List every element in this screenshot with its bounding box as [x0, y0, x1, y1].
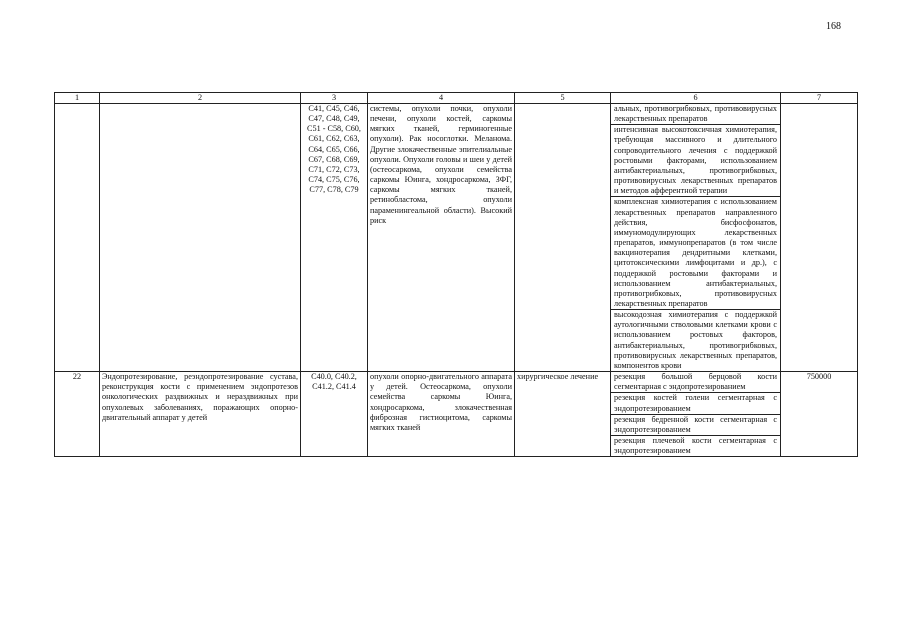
- table-row: [55, 104, 858, 372]
- intervention-name-cell: [100, 104, 301, 372]
- table-row: [55, 372, 858, 457]
- treatment-method-cell: [611, 104, 781, 372]
- intervention-name-cell: Эндопротезирование, реэндопротезирование сустава, реконструкция кости с применением эндопротезов онкологических раздвижных и нераздвижных при опухолевых заболеваниях, поражающих опорно-двигательный аппарат у детей: [100, 372, 301, 457]
- page-number: 168: [826, 21, 841, 32]
- cost-cell: 750000: [781, 372, 858, 457]
- patient-model-cell: опухоли опорно-двигательного аппарата у детей. Остеосаркома, опухоли семейства саркомы Юинга, хондросаркома, злокачественная фиброзная гистиоцитома, саркомы мягких тканей: [368, 372, 515, 457]
- treatment-method-item: резекция бедренной кости сегментарная с эндопротезированием: [611, 415, 780, 436]
- treatment-type-cell: хирургическое лечение: [515, 372, 611, 457]
- treatment-method-item: комплексная химиотерапия с использованием лекарственных препаратов направленного действия, бисфосфонатов, иммуномодулирующих лекарственных препаратов, иммунопрепаратов (в том числе вакцинотерапия дендритными клетками, цитотоксическими лимфоцитами и др.), с поддержкой ростовыми факторами и использованием антибактериальных, противогрибковых, противовирусных лекарственных препаратов: [611, 197, 780, 310]
- header-col-2: 2: [100, 93, 301, 104]
- header-col-3: 3: [301, 93, 368, 104]
- treatment-method-item: высокодозная химиотерапия с поддержкой аутологичными стволовыми клетками крови с использованием ростовых факторов, антибактериальных, противогрибковых, противовирусных лекарственных препаратов, компонентов крови: [614, 310, 777, 370]
- treatment-method-item: альных, противогрибковых, противовирусных лекарственных препаратов: [611, 104, 780, 125]
- header-row: [55, 93, 858, 104]
- treatment-method-item: резекция плечевой кости сегментарная с эндопротезированием: [614, 436, 777, 456]
- treatment-method-item: резекция костей голени сегментарная с эндопротезированием: [611, 393, 780, 414]
- row-number-cell: [55, 104, 100, 372]
- treatment-method-item: резекция большой берцовой кости сегментарная с эндопротезированием: [611, 372, 780, 393]
- patient-model-cell: системы, опухоли почки, опухоли печени, опухоли костей, саркомы мягких тканей, герминогенные опухоли). Рак носоглотки. Меланома. Другие злокачественные эпителиальные опухоли. Опухоли головы и шеи у детей (остеосаркома, опухоли семейства саркомы Юинга, хондросаркома, ЗФГ, саркомы мягких тканей, ретинобластома, опухоли параменингеальной области). Высокий риск: [368, 104, 515, 372]
- treatment-type-cell: [515, 104, 611, 372]
- medical-care-table: [54, 92, 858, 457]
- header-col-5: 5: [515, 93, 611, 104]
- header-col-7: 7: [781, 93, 858, 104]
- treatment-method-item: интенсивная высокотоксичная химиотерапия, требующая массивного и длительного сопроводительного лечения с поддержкой ростовыми факторами, использованием антибактериальных, противогрибковых, противовирусных лекарственных препаратов и методов афферентной терапии: [611, 125, 780, 197]
- row-number-cell: 22: [55, 372, 100, 457]
- header-col-1: 1: [55, 93, 100, 104]
- icd-codes-cell: C40.0, C40.2, C41.2, C41.4: [301, 372, 368, 457]
- treatment-method-cell: [611, 372, 781, 457]
- header-col-6: 6: [611, 93, 781, 104]
- icd-codes-cell: C41, C45, C46, C47, C48, C49, C51 - C58, C60, C61, C62, C63, C64, C65, C66, C67, C68, C69, C71, C72, C73, C74, C75, C76, C77, C78, C79: [301, 104, 368, 372]
- cost-cell: [781, 104, 858, 372]
- header-col-4: 4: [368, 93, 515, 104]
